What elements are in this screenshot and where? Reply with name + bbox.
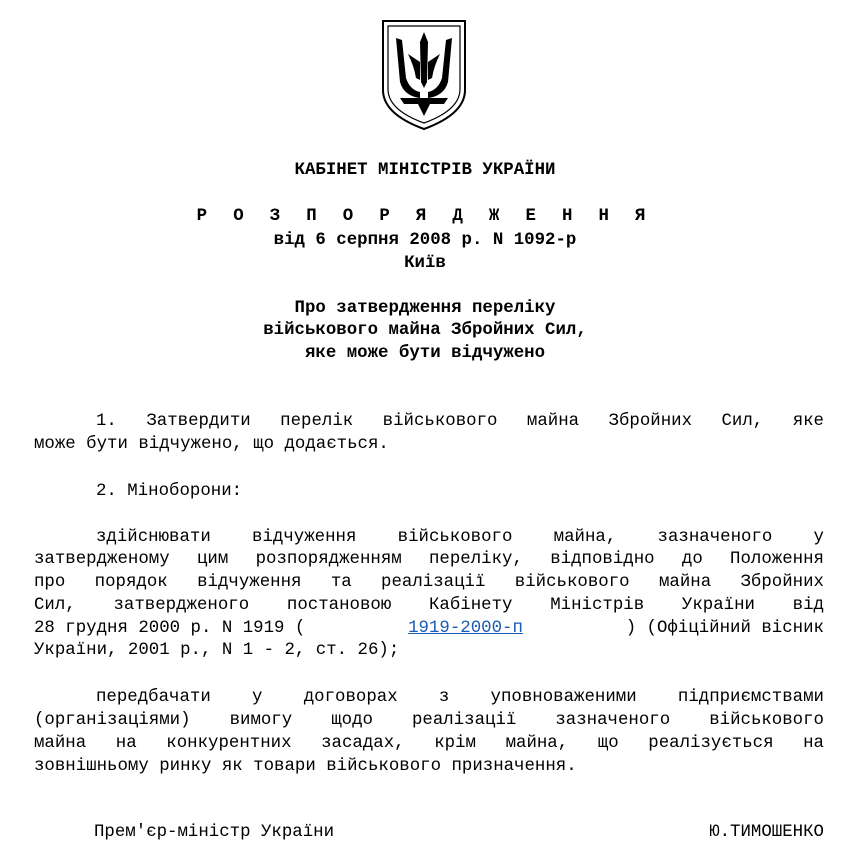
resolution-reference-link[interactable]: 1919-2000-п	[408, 619, 523, 638]
paragraph-3-line-4: Сил, затвердженого постановою Кабінету Міністрів України від	[34, 596, 824, 615]
paragraph-3-line-5	[34, 618, 824, 640]
institution-heading: КАБІНЕТ МІНІСТРІВ УКРАЇНИ	[294, 161, 556, 180]
document-type-heading: Р О З П О Р Я Д Ж Е Н Н Я	[196, 207, 654, 226]
paragraph-3-line-5-start: 28 грудня 2000 р. N 1919 (	[34, 619, 306, 638]
paragraph-3-line-2: затвердженому цим розпорядженням переліку, відповідно до Положення	[34, 550, 824, 569]
city: Київ	[404, 254, 446, 273]
tryzub-coat-of-arms-icon	[380, 18, 468, 132]
paragraph-4-line-3: майна на конкурентних засадах, крім майна, що реалізується на	[34, 734, 824, 753]
paragraph-1-line-2: може бути відчужено, що додається.	[34, 435, 389, 454]
signatory-position: Прем'єр-міністр України	[94, 823, 335, 842]
title-line-2: військового майна Збройних Сил,	[263, 321, 587, 340]
title-line-1: Про затвердження переліку	[294, 299, 556, 318]
paragraph-4-line-4: зовнішньому ринку як товари військового призначення.	[34, 757, 577, 776]
paragraph-3-line-3: про порядок відчуження та реалізації військового майна Збройних	[34, 573, 824, 592]
paragraph-2: 2. Міноборони:	[96, 482, 243, 501]
paragraph-4-line-1: передбачати у договорах з уповноваженими підприємствами	[96, 688, 824, 707]
date-and-number: від 6 серпня 2008 р. N 1092-р	[273, 231, 577, 250]
title-line-3: яке може бути відчужено	[304, 344, 546, 363]
paragraph-3-line-5-end: ) (Офіційний вісник	[625, 619, 824, 638]
paragraph-3-line-6: України, 2001 р., N 1 - 2, ст. 26);	[34, 641, 400, 660]
signatory-name: Ю.ТИМОШЕНКО	[709, 823, 824, 842]
paragraph-3-line-1: здійснювати відчуження військового майна, зазначеного у	[96, 528, 824, 547]
paragraph-1-line-1: 1. Затвердити перелік військового майна Збройних Сил, яке	[96, 412, 824, 431]
paragraph-4-line-2: (організаціями) вимогу щодо реалізації зазначеного військового	[34, 711, 824, 730]
